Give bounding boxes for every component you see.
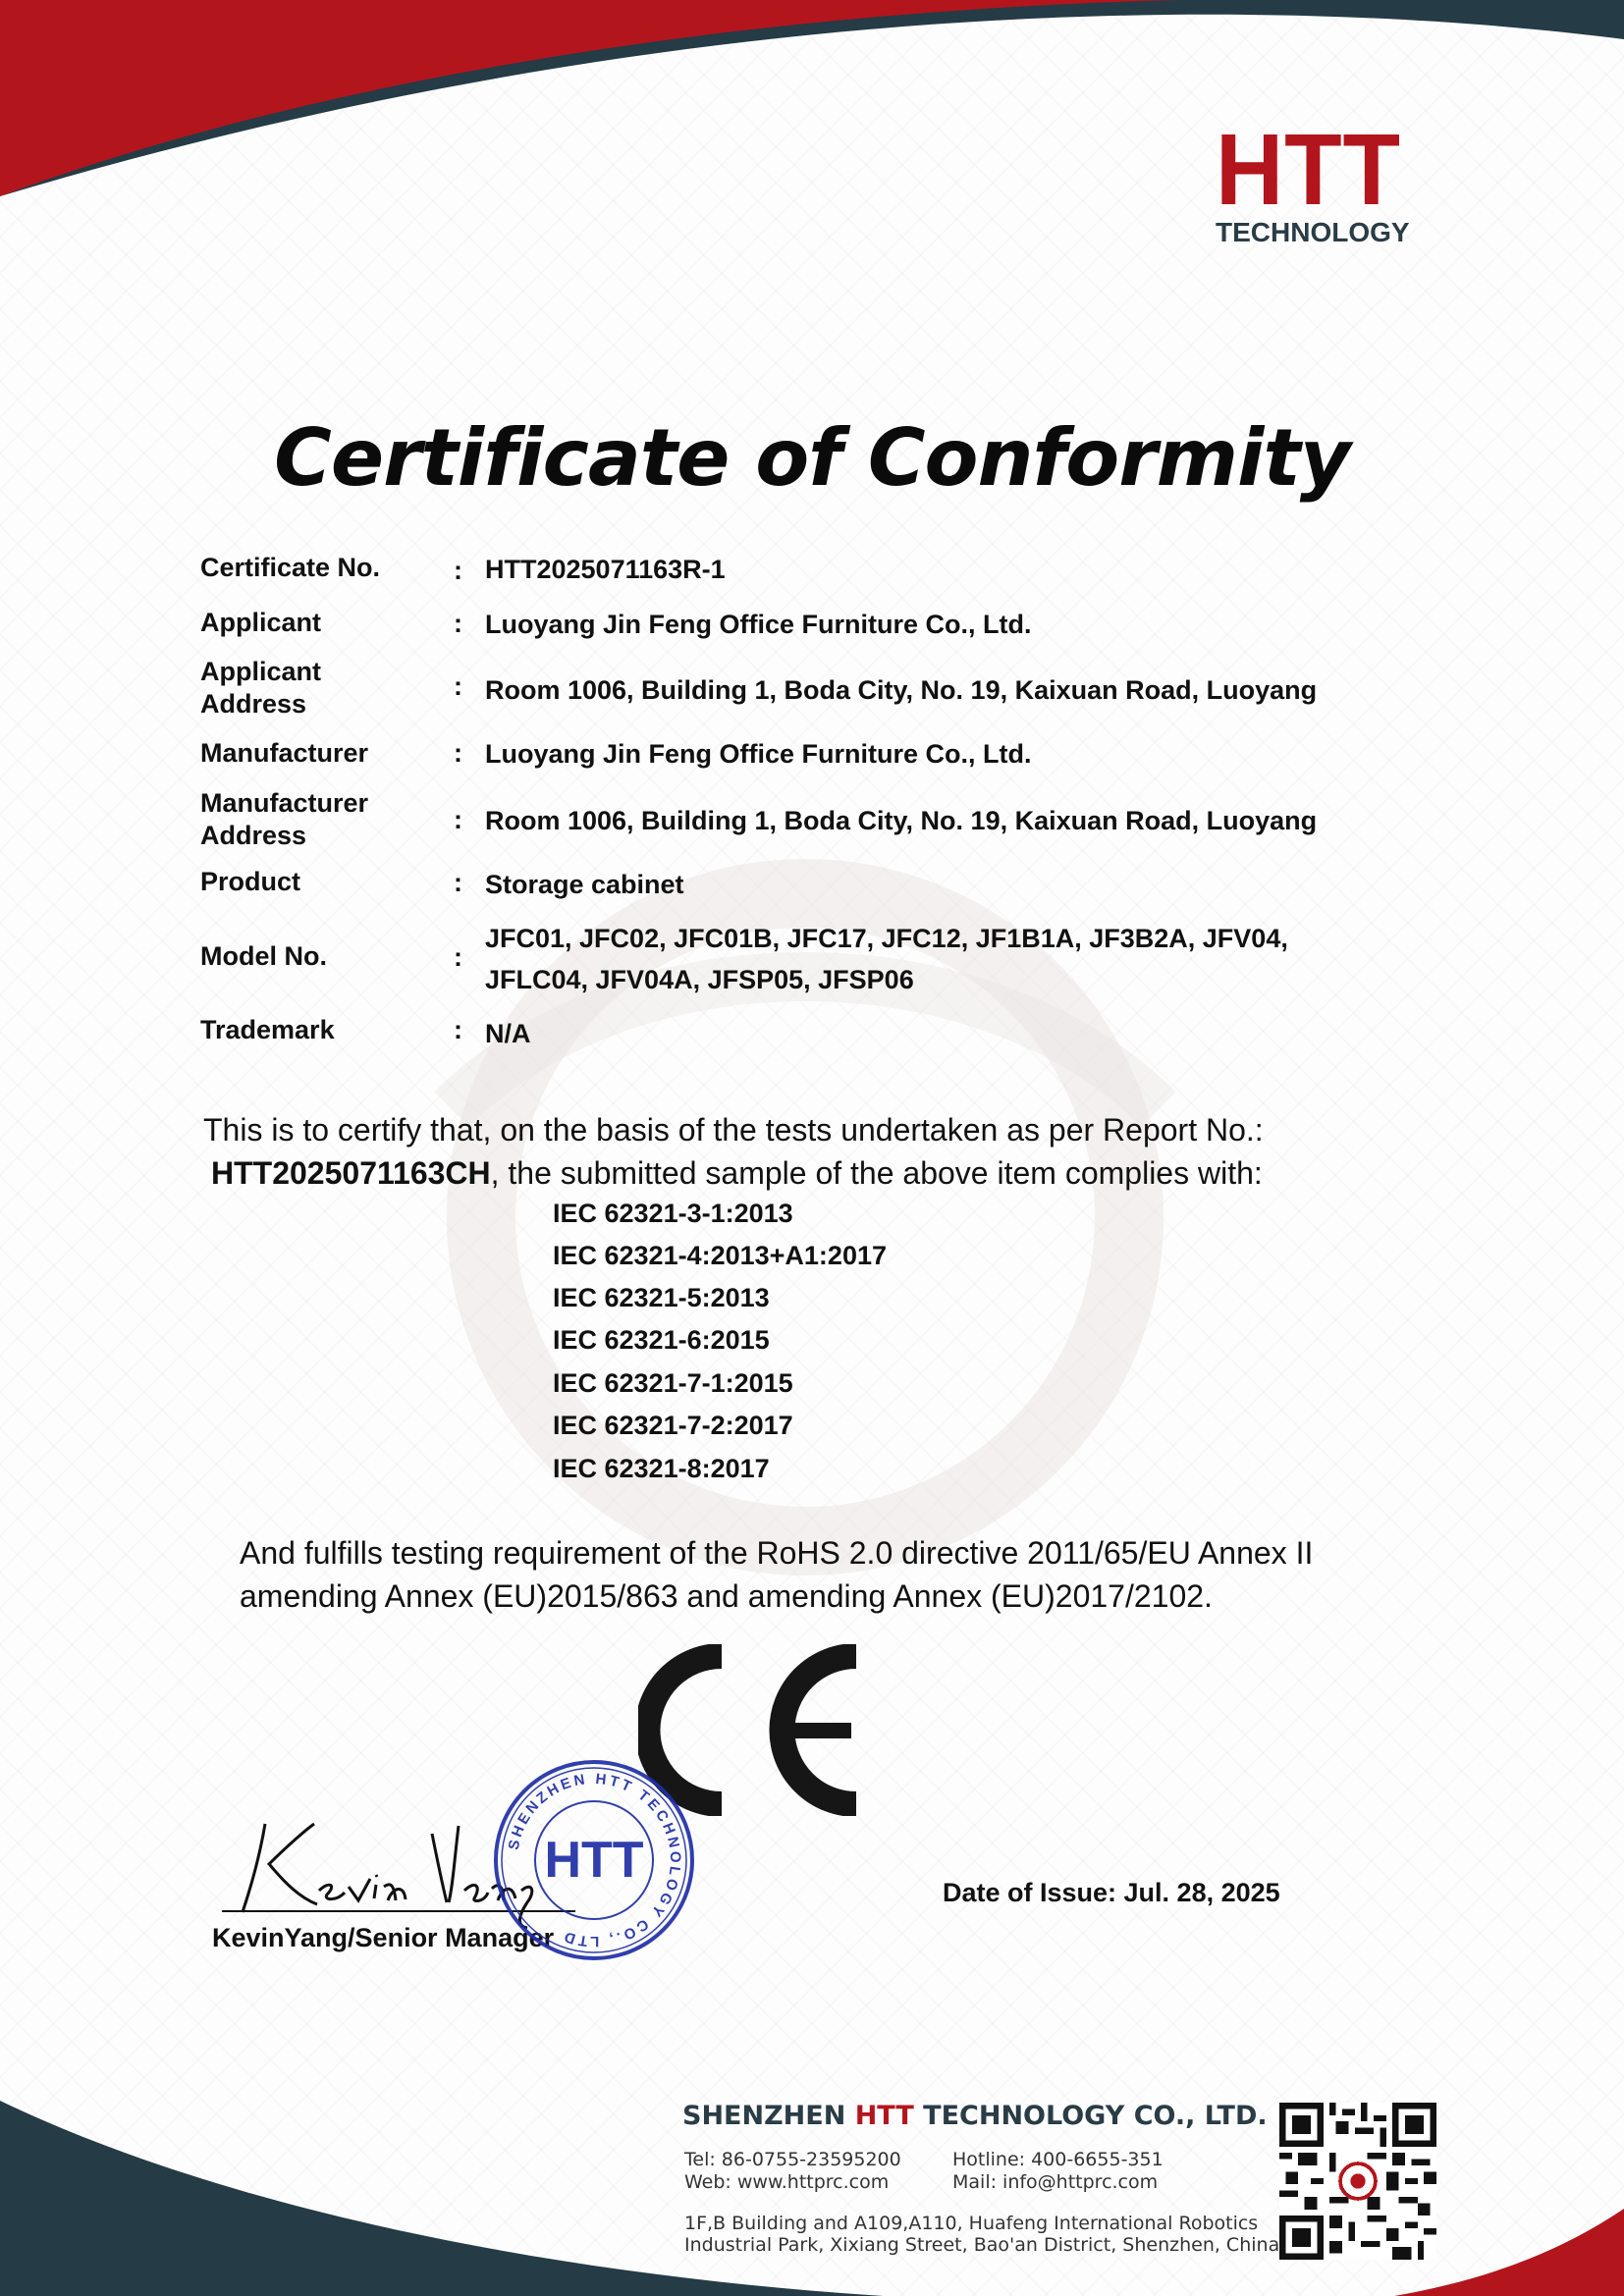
company-brand: HTT — [854, 2101, 914, 2131]
field-value-certificate-no: HTT2025071163R-1 — [485, 555, 726, 584]
svg-text:SHENZHEN HTT TECHNOLOGY CO., L: SHENZHEN HTT TECHNOLOGY CO., LTD — [505, 1770, 684, 1950]
field-colon: : — [454, 671, 462, 701]
certificate-title: Certificate of Conformity — [274, 412, 1350, 504]
standard-item: IEC 62321-8:2017 — [553, 1454, 770, 1483]
field-colon: : — [454, 556, 462, 585]
footer-company-name — [682, 2101, 1268, 2131]
field-label-trademark: Trademark — [200, 1015, 335, 1044]
htt-logo — [1216, 113, 1417, 249]
field-value-manufacturer: Luoyang Jin Feng Office Furniture Co., Ltd. — [485, 739, 1032, 769]
field-label-product: Product — [200, 867, 301, 896]
footer-mail: Mail: info@httprc.com — [952, 2171, 1159, 2193]
field-colon: : — [454, 1015, 462, 1044]
field-label-manufacturer: Manufacturer — [200, 738, 369, 768]
footer-hotline: Hotline: 400-6655-351 — [952, 2149, 1164, 2170]
footer-address-line-1: 1F,B Building and A109,A110, Huafeng International Robotics — [684, 2213, 1259, 2234]
company-seal-stamp — [491, 1757, 697, 1963]
field-label-applicant-address-1: Applicant — [200, 657, 322, 686]
field-colon: : — [454, 868, 462, 897]
svg-text:HTT: HTT — [544, 1832, 644, 1889]
standard-item: IEC 62321-3-1:2013 — [553, 1199, 793, 1228]
date-of-issue: Date of Issue: Jul. 28, 2025 — [943, 1878, 1280, 1907]
standard-item: IEC 62321-7-2:2017 — [553, 1411, 793, 1440]
field-value-model-no-line2: JFLC04, JFV04A, JFSP05, JFSP06 — [485, 965, 914, 994]
standard-item: IEC 62321-7-1:2015 — [553, 1368, 793, 1398]
field-label-applicant-address-2: Address — [200, 689, 307, 719]
company-suffix: TECHNOLOGY CO., LTD. — [913, 2101, 1268, 2131]
field-label-manufacturer-address-1: Manufacturer — [200, 788, 369, 818]
rohs-line-2: amending Annex (EU)2015/863 and amending Annex (EU)2017/2102. — [240, 1578, 1213, 1614]
field-value-product: Storage cabinet — [485, 870, 684, 899]
field-value-applicant: Luoyang Jin Feng Office Furniture Co., Ltd. — [485, 610, 1032, 639]
logo-sub-text: TECHNOLOGY — [1216, 217, 1410, 247]
standard-item: IEC 62321-6:2015 — [553, 1325, 770, 1355]
field-value-model-no-line1: JFC01, JFC02, JFC01B, JFC17, JFC12, JF1B1A, JF3B2A, JFV04, — [485, 924, 1288, 953]
field-label-certificate-no: Certificate No. — [200, 553, 381, 582]
standard-item: IEC 62321-4:2013+A1:2017 — [553, 1241, 887, 1270]
signer-name-title: KevinYang/Senior Manager — [212, 1923, 555, 1952]
rohs-line-1: And fulfills testing requirement of the RoHS 2.0 directive 2011/65/EU Annex II — [240, 1535, 1314, 1571]
footer-web: Web: www.httprc.com — [684, 2171, 890, 2193]
field-value-trademark: N/A — [485, 1019, 531, 1048]
field-colon: : — [454, 738, 462, 768]
certify-line-2 — [211, 1151, 1263, 1195]
standard-item: IEC 62321-5:2013 — [553, 1283, 770, 1312]
footer-address-line-2: Industrial Park, Xixiang Street, Bao'an District, Shenzhen, China — [684, 2234, 1280, 2256]
certify-line-2-rest: , the submitted sample of the above item complies with: — [490, 1155, 1263, 1191]
company-prefix: SHENZHEN — [682, 2101, 855, 2131]
certify-line-1: This is to certify that, on the basis of the tests undertaken as per Report No.: — [203, 1112, 1264, 1148]
field-colon: : — [454, 805, 462, 834]
field-value-applicant-address: Room 1006, Building 1, Boda City, No. 19, Kaixuan Road, Luoyang — [485, 675, 1318, 705]
field-label-applicant: Applicant — [200, 608, 322, 637]
report-number: HTT2025071163CH — [211, 1155, 491, 1191]
logo-main-text: HTT — [1216, 113, 1401, 226]
field-colon: : — [454, 942, 462, 972]
field-label-model-no: Model No. — [200, 941, 327, 971]
field-value-manufacturer-address: Room 1006, Building 1, Boda City, No. 19, Kaixuan Road, Luoyang — [485, 806, 1318, 835]
footer-tel: Tel: 86-0755-23595200 — [684, 2149, 901, 2170]
qr-code-icon — [1279, 2103, 1436, 2260]
field-colon: : — [454, 609, 462, 638]
field-label-manufacturer-address-2: Address — [200, 821, 307, 850]
